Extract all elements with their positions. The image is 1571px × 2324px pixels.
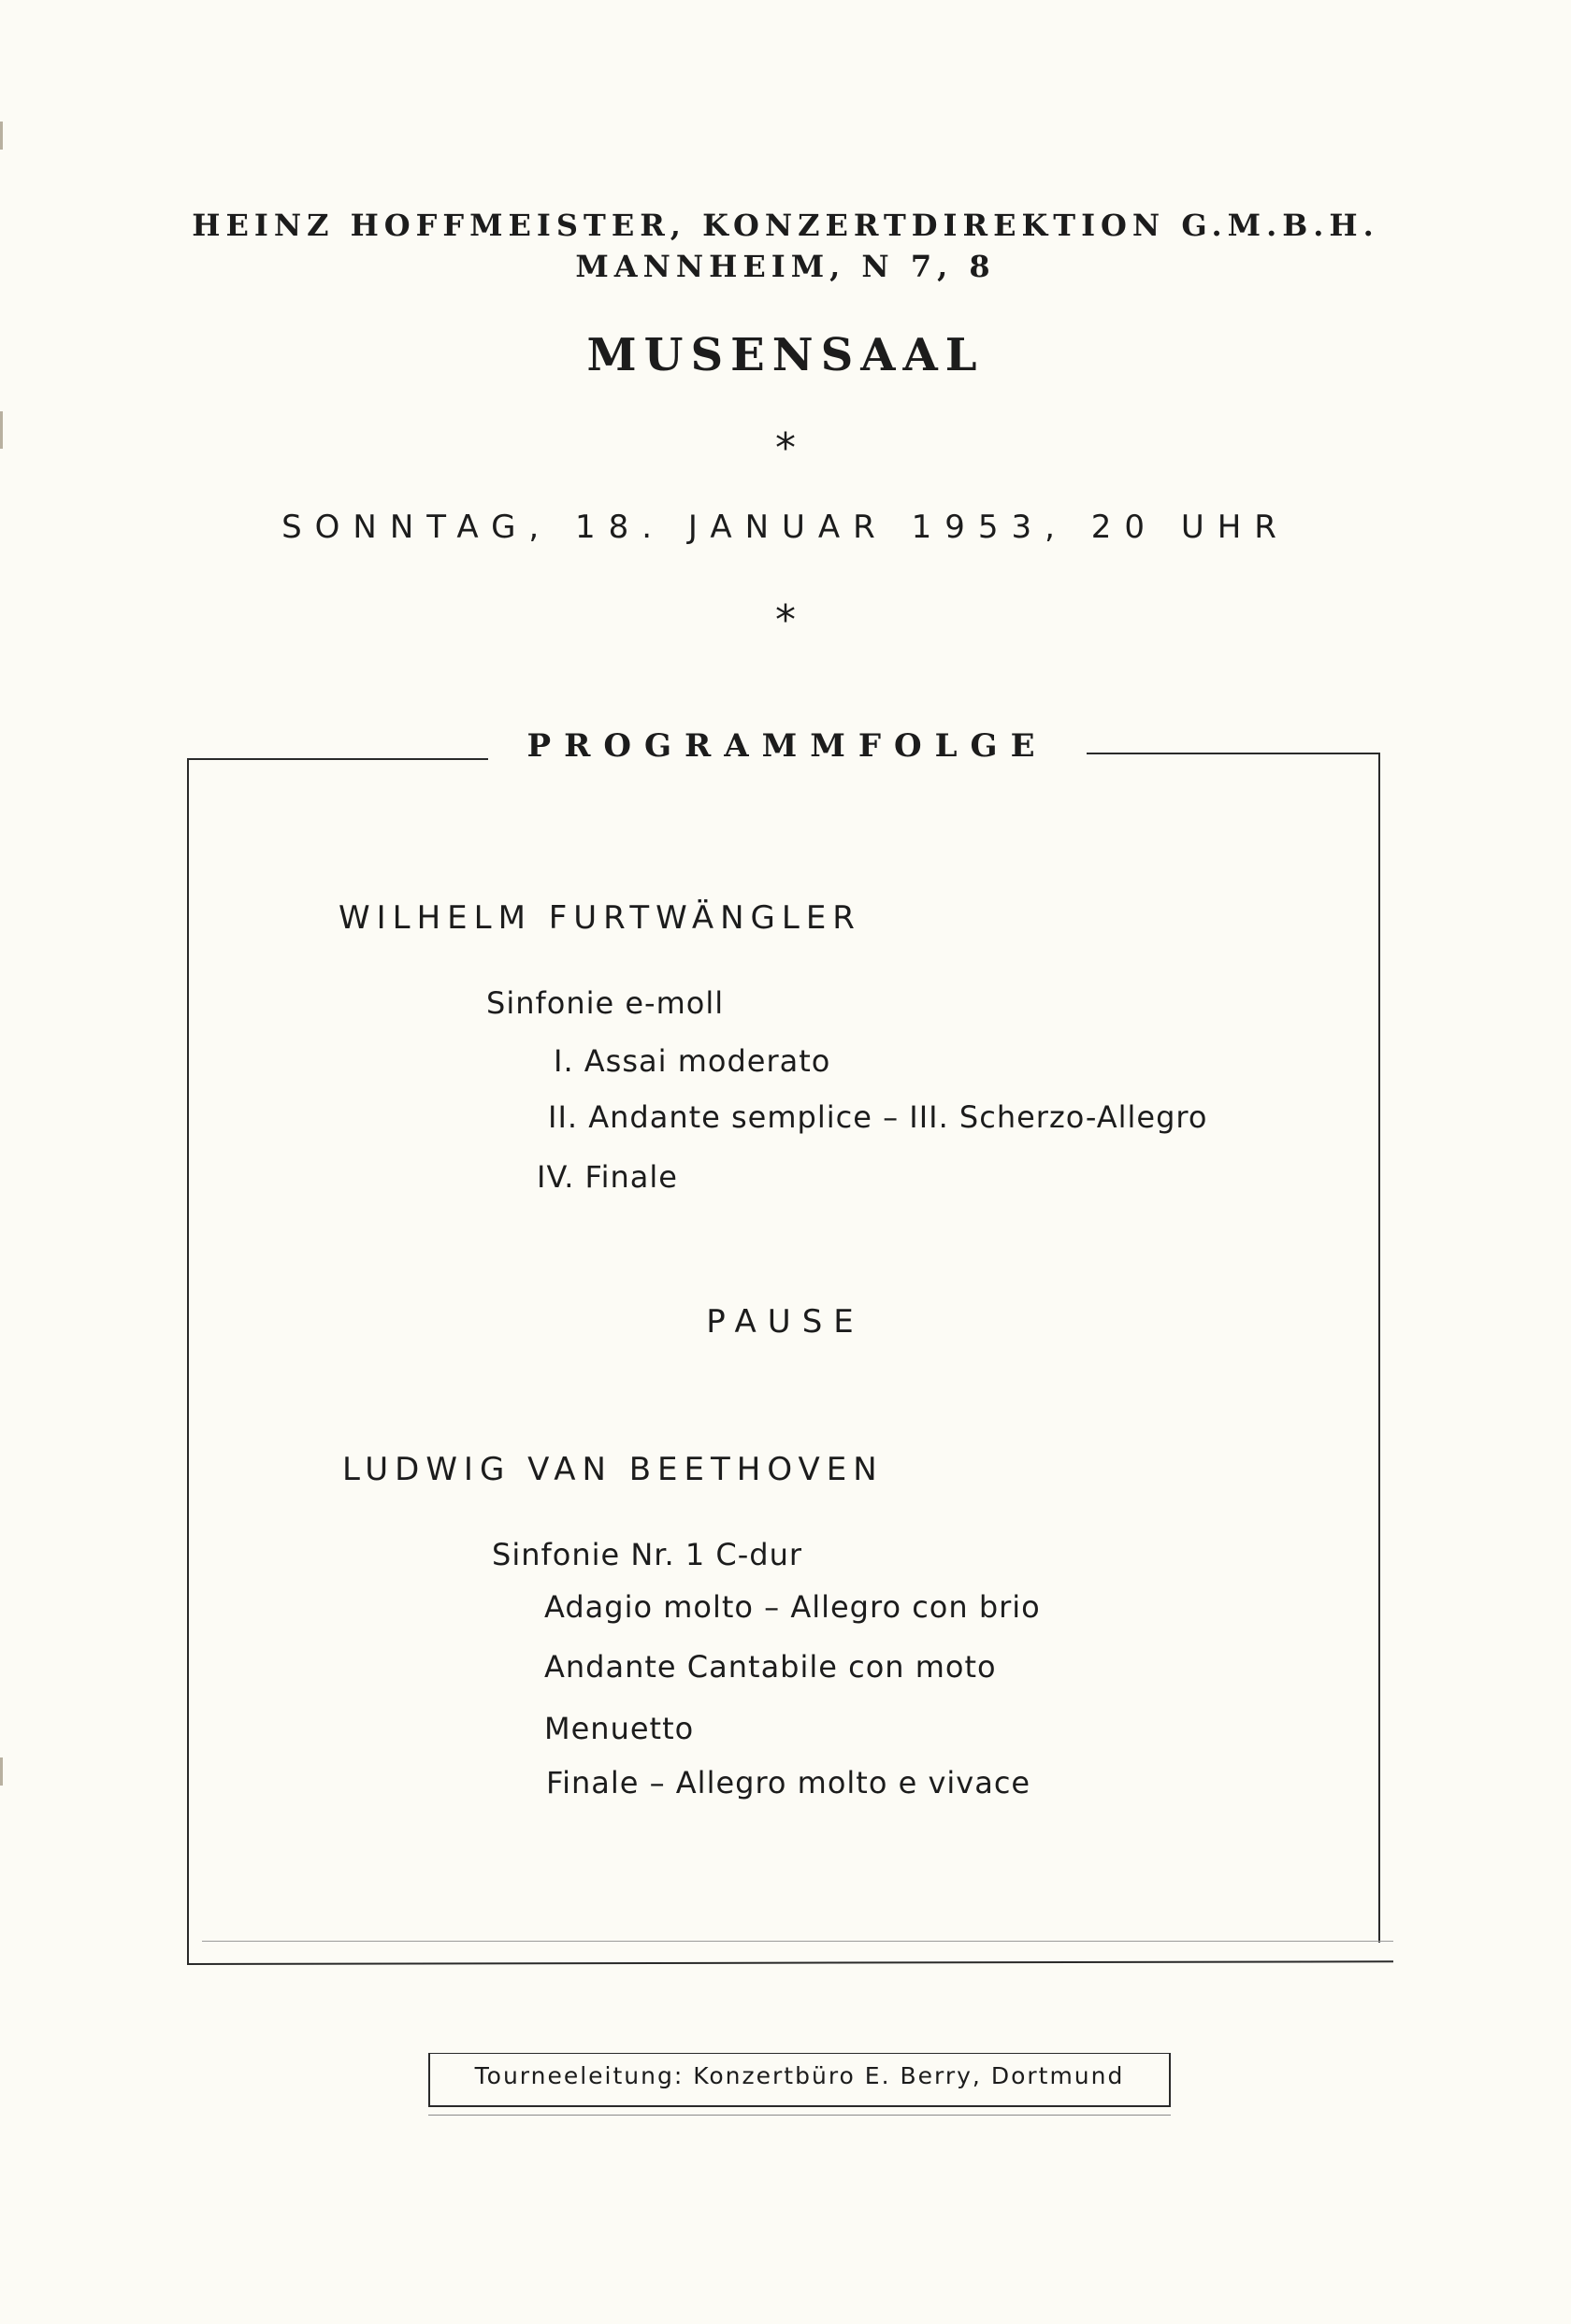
program-box-border-right [1378, 753, 1380, 1943]
program-heading: PROGRAMMFOLGE [526, 727, 1048, 765]
movement: II. Andante semplice – III. Scherzo-Allegro [548, 1099, 1208, 1135]
composer-name: WILHELM FURTWÄNGLER [339, 899, 861, 937]
work-title: Sinfonie e-moll [486, 985, 725, 1021]
intermission-label: PAUSE [706, 1303, 865, 1341]
concert-date: SONNTAG, 18. JANUAR 1953, 20 UHR [281, 509, 1290, 546]
organizer-address: MANNHEIM, N 7, 8 [575, 249, 996, 284]
organizer-name: HEINZ HOFFMEISTER, KONZERTDIREKTION G.M.B.H. [192, 208, 1379, 243]
tour-management-credit: Tourneeleitung: Konzertbüro E. Berry, Dortmund [474, 2062, 1125, 2089]
movement: I. Assai moderato [554, 1043, 831, 1079]
composer-name: LUDWIG VAN BEETHOVEN [342, 1451, 884, 1488]
program-box-border-bottom [187, 1960, 1393, 1965]
footer-underline [428, 2115, 1171, 2116]
venue-title: MUSENSAAL [586, 329, 985, 381]
work-title: Sinfonie Nr. 1 C-dur [492, 1537, 803, 1572]
movement: Andante Cantabile con moto [544, 1649, 997, 1685]
program-box-border-top-left [187, 758, 488, 760]
movement: IV. Finale [537, 1159, 678, 1195]
paper-edge-mark [0, 1757, 3, 1786]
movement: Menuetto [544, 1711, 695, 1746]
program-box-border-top-right [1087, 753, 1380, 754]
movement: Adagio molto – Allegro con brio [544, 1589, 1041, 1625]
asterisk-separator: * [775, 596, 796, 644]
paper-edge-mark [0, 122, 3, 150]
movement: Finale – Allegro molto e vivace [546, 1765, 1031, 1800]
program-box-inner-line [202, 1941, 1393, 1942]
program-box-border-left [187, 759, 189, 1965]
asterisk-separator: * [775, 424, 796, 472]
